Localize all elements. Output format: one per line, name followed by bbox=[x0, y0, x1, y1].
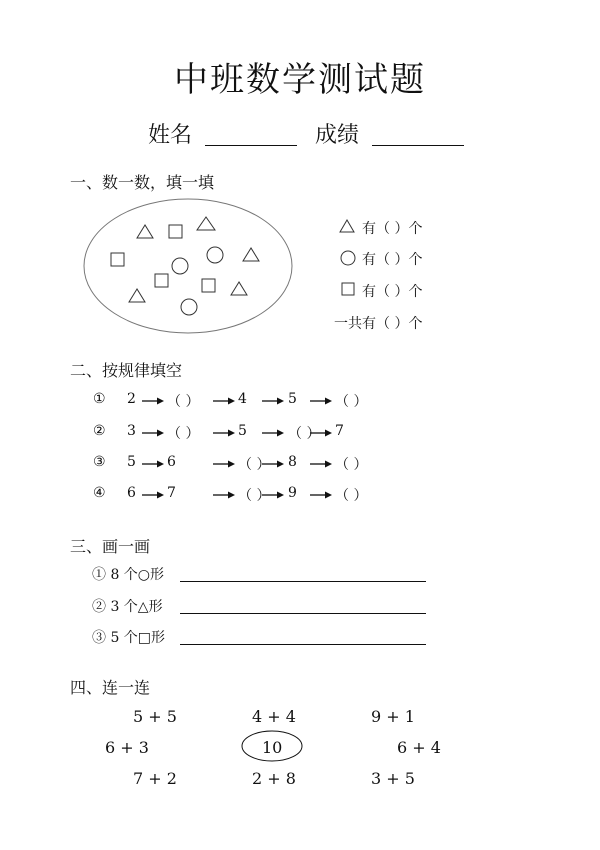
sequence-number: 7 bbox=[335, 423, 344, 439]
section1-heading: 一、数一数，填一填 bbox=[70, 173, 215, 192]
triangle-icon bbox=[243, 248, 259, 261]
sequence-marker: ② bbox=[93, 423, 106, 439]
right-arrow-icon bbox=[142, 490, 164, 500]
right-arrow-icon bbox=[213, 459, 235, 469]
sequence-number: 6 bbox=[127, 485, 136, 501]
equation-middle-right[interactable]: 6 + 4 bbox=[397, 738, 441, 757]
sequence-blank[interactable]: （ ） bbox=[288, 426, 321, 442]
sequence-blank[interactable]: （ ） bbox=[335, 488, 368, 504]
sequence-blank[interactable]: （ ） bbox=[335, 457, 368, 473]
right-arrow-icon bbox=[262, 396, 284, 406]
triangle-icon bbox=[137, 225, 153, 238]
count-total-row[interactable]: 一共有（ ）个 bbox=[334, 316, 423, 332]
equation-top-left[interactable]: 5 + 5 bbox=[133, 707, 177, 726]
draw-triangle-line[interactable] bbox=[180, 613, 426, 614]
right-arrow-icon bbox=[213, 490, 235, 500]
sequence-blank[interactable]: （ ） bbox=[167, 394, 200, 410]
equation-bottom-center[interactable]: 2 + 8 bbox=[252, 769, 296, 788]
circle-icon bbox=[207, 247, 223, 263]
square-icon bbox=[169, 225, 182, 238]
sequence-number: 5 bbox=[238, 423, 247, 439]
section3-heading: 三、画一画 bbox=[70, 537, 151, 556]
right-arrow-icon bbox=[213, 396, 235, 406]
right-arrow-icon bbox=[262, 490, 284, 500]
count-circle-row[interactable]: 有（ ）个 bbox=[362, 252, 423, 268]
right-arrow-icon bbox=[262, 428, 284, 438]
equation-top-center[interactable]: 4 + 4 bbox=[252, 707, 296, 726]
triangle-icon bbox=[129, 289, 145, 302]
right-arrow-icon bbox=[142, 396, 164, 406]
sequence-number: 2 bbox=[127, 391, 136, 407]
sequence-number: 8 bbox=[288, 454, 297, 470]
sequence-blank[interactable]: （ ） bbox=[167, 426, 200, 442]
draw-square-line[interactable] bbox=[180, 644, 426, 645]
equation-bottom-left[interactable]: 7 + 2 bbox=[133, 769, 177, 788]
draw-triangle-label: ② 3 个△形 bbox=[92, 599, 163, 615]
right-arrow-icon bbox=[310, 396, 332, 406]
sequence-blank[interactable]: （ ） bbox=[238, 488, 271, 504]
sequence-number: 7 bbox=[167, 485, 176, 501]
section2-heading: 二、按规律填空 bbox=[70, 361, 183, 380]
right-arrow-icon bbox=[310, 459, 332, 469]
draw-square-label: ③ 5 个□形 bbox=[92, 630, 166, 646]
sequence-marker: ① bbox=[93, 391, 106, 407]
sequence-number: 5 bbox=[127, 454, 136, 470]
name-label: 姓名 bbox=[148, 123, 193, 148]
sequence-blank[interactable]: （ ） bbox=[238, 457, 271, 473]
right-arrow-icon bbox=[142, 428, 164, 438]
right-arrow-icon bbox=[262, 459, 284, 469]
triangle-icon bbox=[340, 220, 354, 232]
equation-bottom-right[interactable]: 3 + 5 bbox=[371, 769, 415, 788]
right-arrow-icon bbox=[310, 428, 332, 438]
score-label: 成绩 bbox=[315, 123, 360, 148]
right-arrow-icon bbox=[213, 428, 235, 438]
circle-icon bbox=[341, 251, 355, 265]
right-arrow-icon bbox=[310, 490, 332, 500]
square-icon bbox=[155, 274, 168, 287]
equation-middle-left[interactable]: 6 + 3 bbox=[105, 738, 149, 757]
count-triangle-row[interactable]: 有（ ）个 bbox=[362, 221, 423, 237]
square-icon bbox=[342, 283, 354, 295]
sequence-marker: ③ bbox=[93, 454, 106, 470]
triangle-icon bbox=[231, 282, 247, 295]
sequence-number: 9 bbox=[288, 485, 297, 501]
circle-icon bbox=[181, 299, 197, 315]
sequence-number: 5 bbox=[288, 391, 297, 407]
draw-circle-line[interactable] bbox=[180, 581, 426, 582]
sequence-blank[interactable]: （ ） bbox=[335, 394, 368, 410]
sequence-number: 3 bbox=[127, 423, 136, 439]
sequence-number: 6 bbox=[167, 454, 176, 470]
sequence-marker: ④ bbox=[93, 485, 106, 501]
circle-icon bbox=[172, 258, 188, 274]
center-answer[interactable]: 10 bbox=[262, 738, 283, 757]
square-icon bbox=[202, 279, 215, 292]
square-icon bbox=[111, 253, 124, 266]
right-arrow-icon bbox=[142, 459, 164, 469]
sequence-number: 4 bbox=[238, 391, 247, 407]
draw-circle-label: ① 8 个○形 bbox=[92, 567, 165, 583]
page-title: 中班数学测试题 bbox=[174, 60, 426, 100]
triangle-icon bbox=[197, 217, 215, 230]
section4-heading: 四、连一连 bbox=[70, 678, 151, 697]
equation-top-right[interactable]: 9 + 1 bbox=[371, 707, 415, 726]
count-square-row[interactable]: 有（ ）个 bbox=[362, 284, 423, 300]
